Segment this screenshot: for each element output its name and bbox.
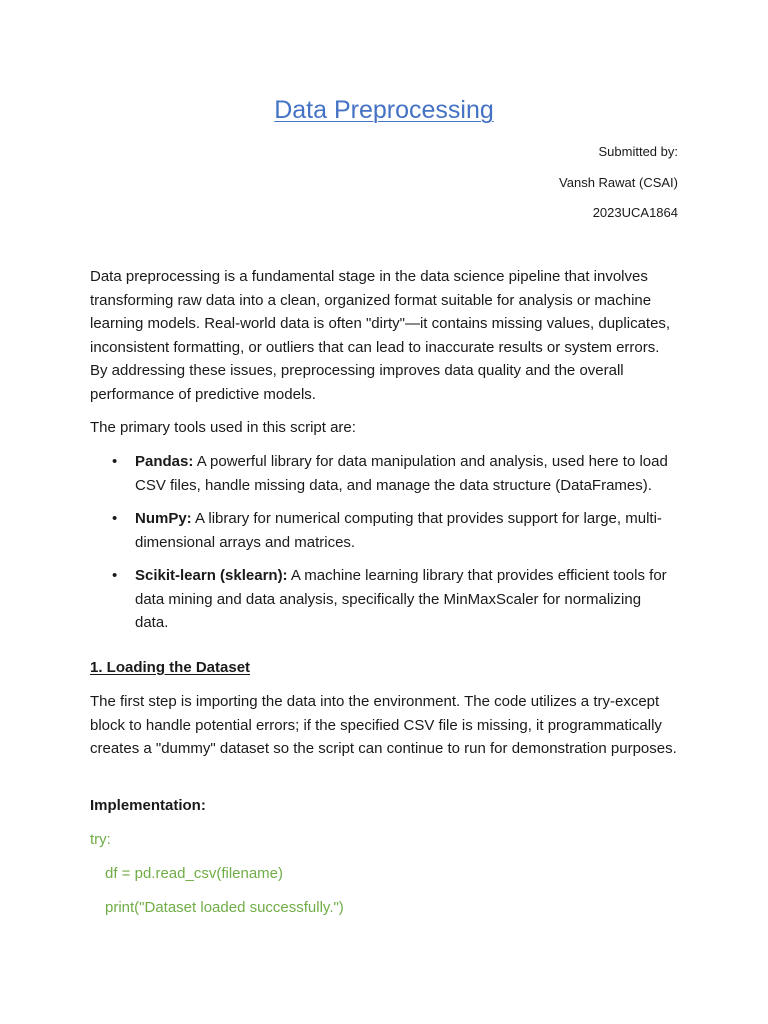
tool-name: Scikit-learn (sklearn): (135, 567, 288, 584)
roll-number: 2023UCA1864 (592, 205, 678, 220)
submitted-by-label: Submitted by: (598, 144, 678, 159)
implementation-label: Implementation: (90, 797, 206, 814)
list-item (90, 507, 678, 554)
section-paragraph: The first step is importing the data into the environment. The code utilizes a try-except block to handle potential errors; if the specified CSV file is missing, it programmatically creates a "dummy" dataset so the script can continue to run for demonstration purposes. (90, 693, 677, 757)
bullet-icon: • (112, 510, 118, 527)
tool-description: A library for numerical computing that provides support for large, multi-dimensional arrays and matrices. (135, 510, 662, 551)
bullet-icon: • (112, 453, 118, 470)
tool-description: A machine learning library that provides efficient tools for data mining and data analysis, specifically the MinMaxScaler for normalizing data. (135, 567, 667, 631)
code-line: try: (90, 831, 111, 848)
code-line: df = pd.read_csv(filename) (105, 865, 284, 882)
section-heading-loading: 1. Loading the Dataset (90, 659, 251, 676)
author-name: Vansh Rawat (CSAI) (559, 175, 678, 190)
list-item (90, 564, 678, 635)
list-item (90, 450, 678, 497)
tool-name: NumPy: (135, 510, 192, 527)
tool-name: Pandas: (135, 453, 194, 470)
tool-description: A powerful library for data manipulation and analysis, used here to load CSV files, handle missing data, and manage the data structure (DataFrames). (135, 453, 668, 494)
intro-paragraph: Data preprocessing is a fundamental stage in the data science pipeline that involves transforming raw data into a clean, organized format suitable for analysis or machine learning models. Real-world data is often "dirty"—it contains missing values, duplicates, inconsistent formatting, or outliers that can lead to inaccurate results or system errors. By addressing these issues, preprocessing improves data quality and the overall performance of predictive models. (90, 268, 671, 403)
bullet-icon: • (112, 567, 118, 584)
tools-intro: The primary tools used in this script are: (90, 419, 356, 436)
tools-list (90, 450, 678, 645)
code-line: print("Dataset loaded successfully.") (105, 899, 344, 916)
document-title: Data Preprocessing (274, 96, 494, 124)
